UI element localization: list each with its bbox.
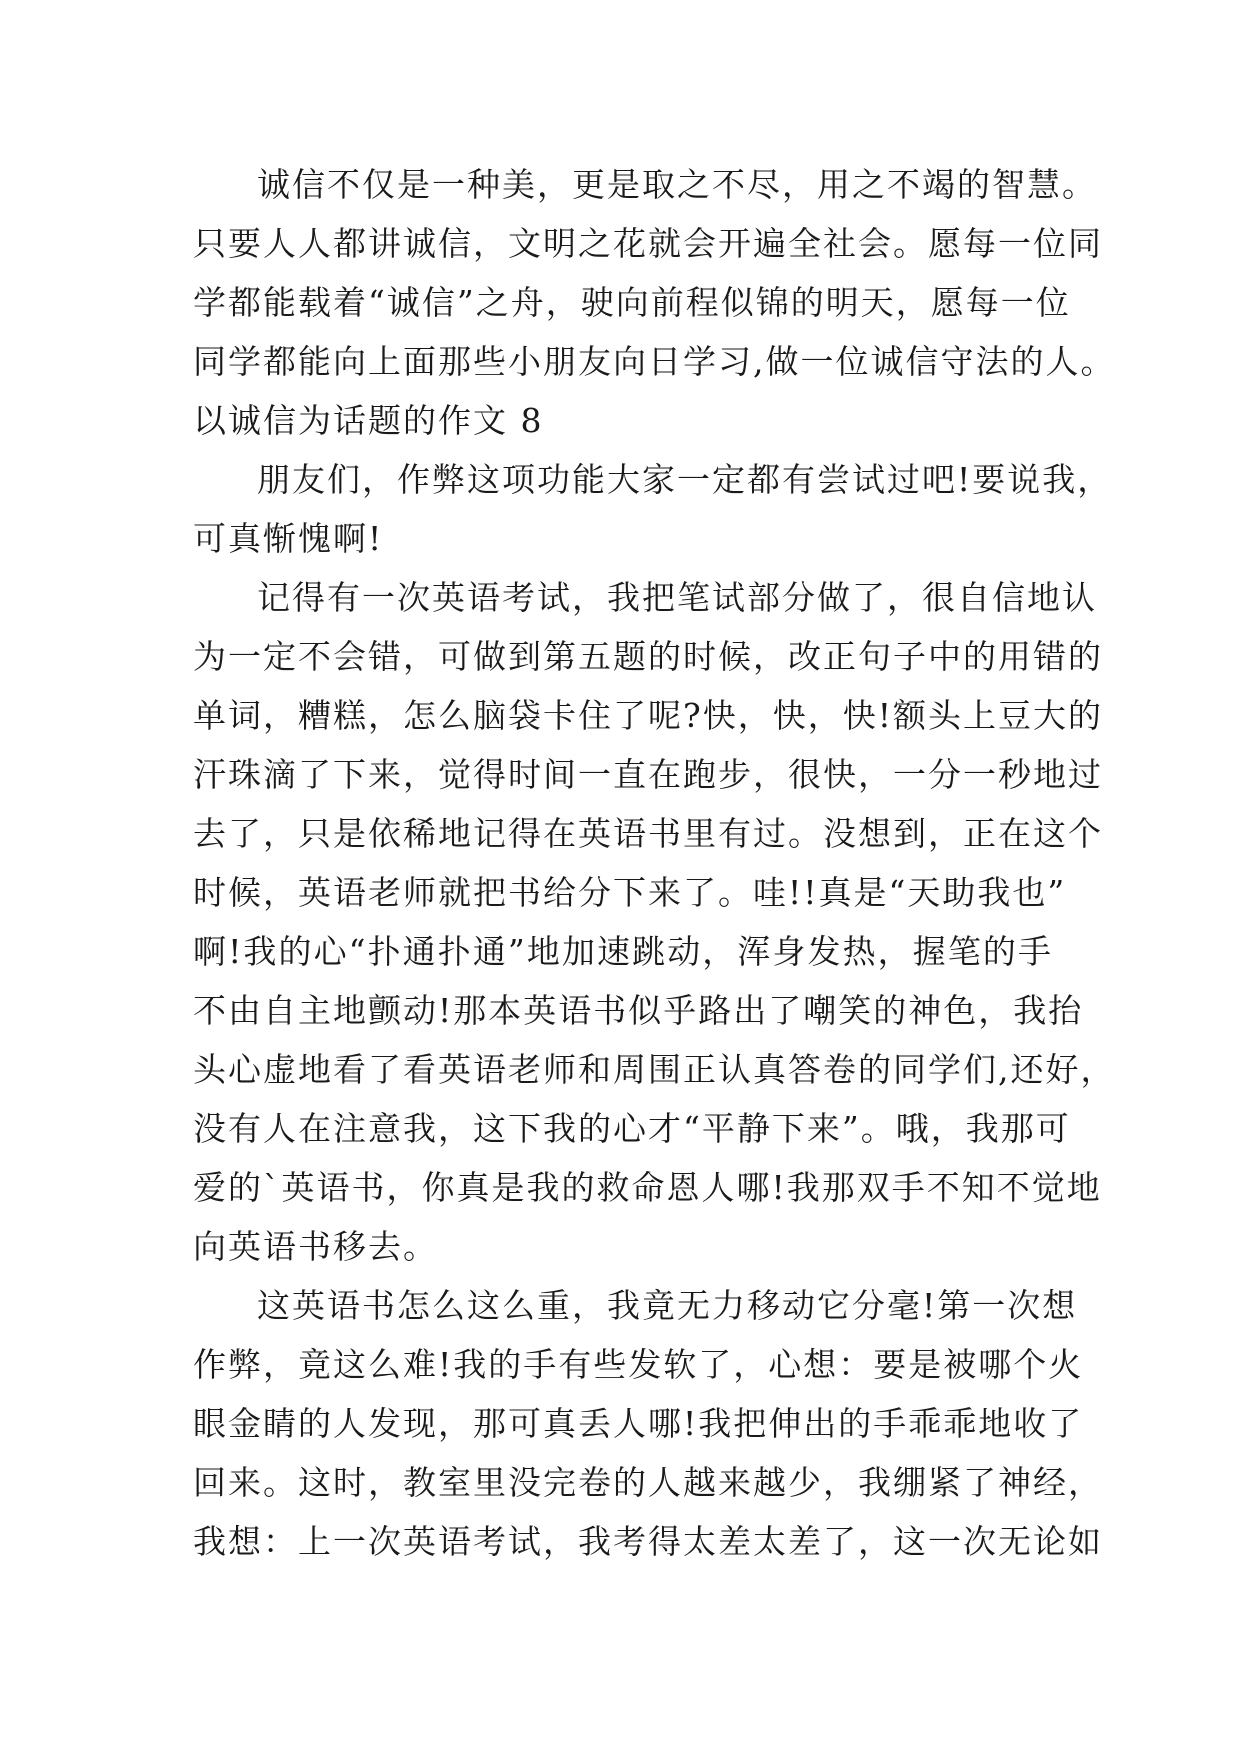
text-line: 回来。这时，教室里没完卷的人越来越少，我绷紧了神经， [193, 1463, 1103, 1502]
text-line: 我想：上一次英语考试，我考得太差太差了，这一次无论如 [193, 1522, 1103, 1561]
text-line: 为一定不会错，可做到第五题的时候，改正句子中的用错的 [193, 637, 1103, 676]
text-line: 没有人在注意我，这下我的心才“平静下来”。哦，我那可 [193, 1109, 1071, 1148]
text-line: 向英语书移去。 [193, 1227, 438, 1266]
text-line: 去了，只是依稀地记得在英语书里有过。没想到，正在这个 [193, 814, 1103, 853]
text-line: 不由自主地颤动!那本英语书似乎路出了嘲笑的神色，我抬 [193, 991, 1084, 1030]
text-line: 头心虚地看了看英语老师和周围正认真答卷的同学们,还好， [193, 1050, 1116, 1089]
text-line: 朋友们，作弊这项功能大家一定都有尝试过吧!要说我， [257, 460, 1113, 499]
text-line: 眼金睛的人发现，那可真丢人哪!我把伸出的手乖乖地收了 [193, 1404, 1084, 1443]
essay-heading: 以诚信为话题的作文 8 [193, 401, 544, 440]
text-line: 单词，糟糕，怎么脑袋卡住了呢?快，快，快!额头上豆大的 [193, 696, 1103, 735]
text-line: 作弊，竟这么难!我的手有些发软了，心想：要是被哪个火 [193, 1345, 1084, 1384]
text-line: 同学都能向上面那些小朋友向日学习,做一位诚信守法的人。 [193, 342, 1116, 381]
text-line: 记得有一次英语考试，我把笔试部分做了，很自信地认 [257, 578, 1097, 617]
text-line: 爱的`英语书，你真是我的救命恩人哪!我那双手不知不觉地 [193, 1168, 1102, 1207]
text-line: 只要人人都讲诚信，文明之花就会开遍全社会。愿每一位同 [193, 224, 1103, 263]
text-line: 汗珠滴了下来，觉得时间一直在跑步，很快，一分一秒地过 [193, 755, 1103, 794]
text-line: 啊!我的心“扑通扑通”地加速跳动，浑身发热，握笔的手 [193, 932, 1053, 971]
text-line: 诚信不仅是一种美，更是取之不尽，用之不竭的智慧。 [257, 165, 1097, 204]
text-line: 可真惭愧啊! [193, 519, 384, 558]
document-body [193, 155, 1116, 1571]
text-line: 学都能载着“诚信”之舟，驶向前程似锦的明天，愿每一位 [193, 283, 1071, 322]
text-line: 时候，英语老师就把书给分下来了。哇!!真是“天助我也” [193, 873, 1067, 912]
text-line: 这英语书怎么这么重，我竟无力移动它分毫!第一次想 [257, 1286, 1078, 1325]
